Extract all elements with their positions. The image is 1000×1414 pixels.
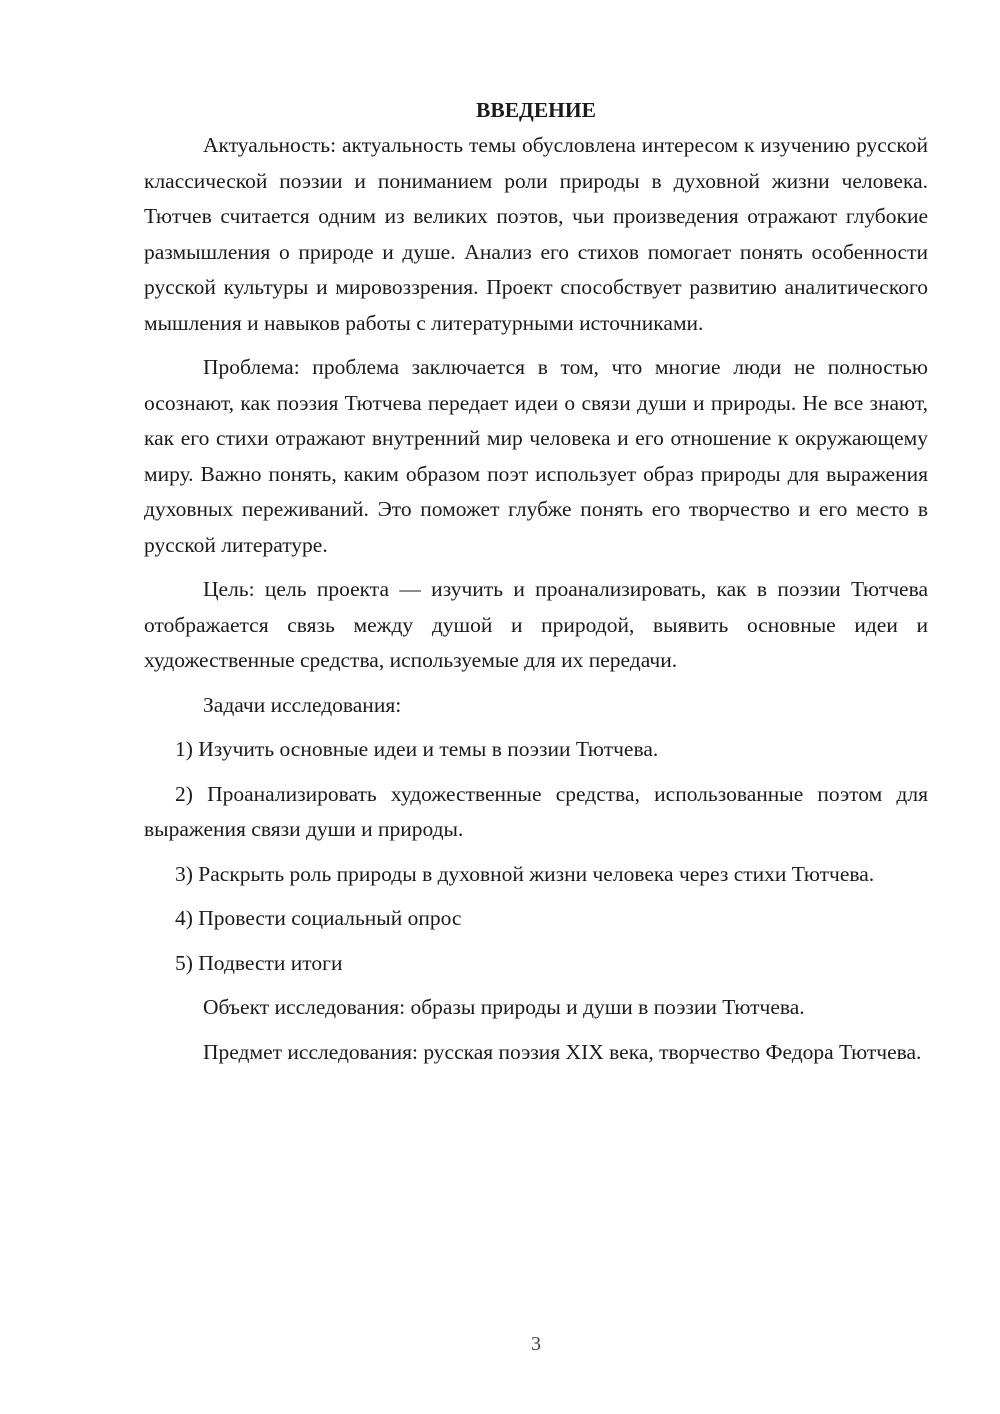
page-content — [144, 93, 928, 1079]
relevance-paragraph: Актуальность: актуальность темы обусловлена интересом к изучению русской классической поэзии и пониманием роли природы в духовной жизни человека. Тютчев считается одним из великих поэтов, чьи произведения отражают глубокие размышления о природе и душе. Анализ его стихов помогает понять особенности русской культуры и мировоззрения. Проект способствует развитию аналитического мышления и навыков работы с литературными источниками. — [144, 133, 928, 335]
subject-paragraph: Предмет исследования: русская поэзия XIX века, творчество Федора Тютчева. — [203, 1039, 922, 1064]
section-title: ВВЕДЕНИЕ — [476, 98, 596, 122]
task-item-2: 2) Проанализировать художественные средства, использованные поэтом для выражения связи души и природы. — [144, 781, 928, 841]
task-item-1: 1) Изучить основные идеи и темы в поэзии Тютчева. — [175, 737, 659, 761]
task-item-3: 3) Раскрыть роль природы в духовной жизни человека через стихи Тютчева. — [175, 861, 875, 886]
problem-paragraph: Проблема: проблема заключается в том, что многие люди не полностью осознают, как поэзия Тютчева передает идеи о связи души и природы. Не все знают, как его стихи отражают внутренний мир человека и его отношение к окружающему миру. Важно понять, каким образом поэт использует образ природы для выражения духовных переживаний. Это поможет глубже понять его творчество и его место в русской литературе. — [144, 355, 928, 557]
task-item-4: 4) Провести социальный опрос — [175, 906, 462, 930]
object-paragraph: Объект исследования: образы природы и души в поэзии Тютчева. — [203, 995, 805, 1019]
page-number: 3 — [531, 1333, 541, 1355]
task-item-5: 5) Подвести итоги — [175, 950, 343, 975]
goal-paragraph: Цель: цель проекта — изучить и проанализировать, как в поэзии Тютчева отображается связь между душой и природой, выявить основные идеи и художественные средства, используемые для их передачи. — [144, 577, 928, 672]
tasks-heading: Задачи исследования: — [203, 692, 402, 717]
